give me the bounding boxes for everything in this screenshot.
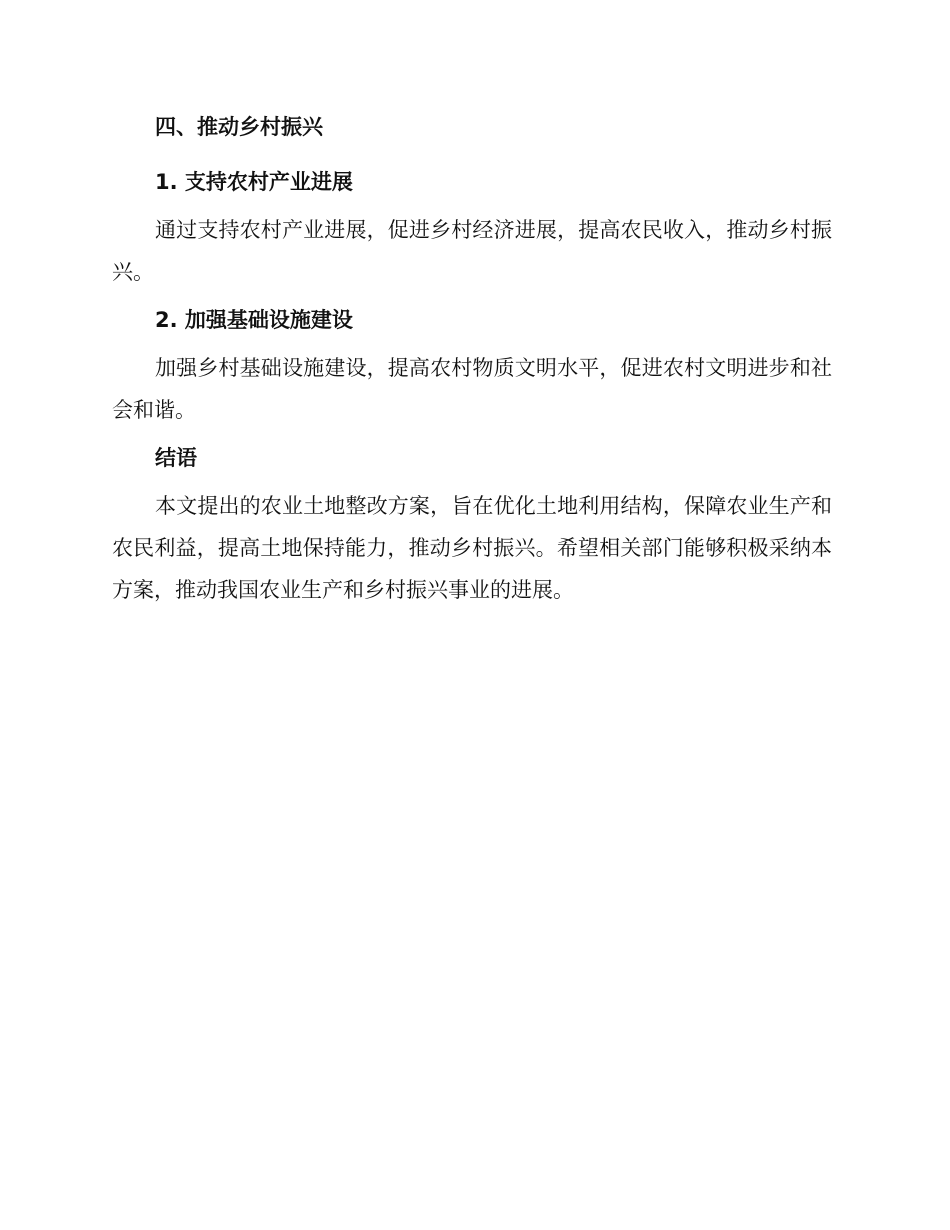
subsection-paragraph-2: 加强乡村基础设施建设，提高农村物质文明水平，促进农村文明进步和社会和谐。 (112, 356, 832, 422)
document-body (112, 113, 832, 611)
subsection-heading-2: 2. 加强基础设施建设 (155, 308, 353, 332)
subsection-paragraph-1: 通过支持农村产业进展，促进乡村经济进展，提高农民收入，推动乡村振兴。 (112, 218, 832, 284)
conclusion-heading: 结语 (155, 446, 197, 470)
subsection-heading-1: 1. 支持农村产业进展 (155, 170, 353, 194)
section-heading: 四、推动乡村振兴 (155, 115, 323, 139)
conclusion-paragraph: 本文提出的农业土地整改方案，旨在优化土地利用结构，保障农业生产和农民利益，提高土地保持能力，推动乡村振兴。希望相关部门能够积极采纳本方案，推动我国农业生产和乡村振兴事业的进展。 (112, 494, 832, 602)
